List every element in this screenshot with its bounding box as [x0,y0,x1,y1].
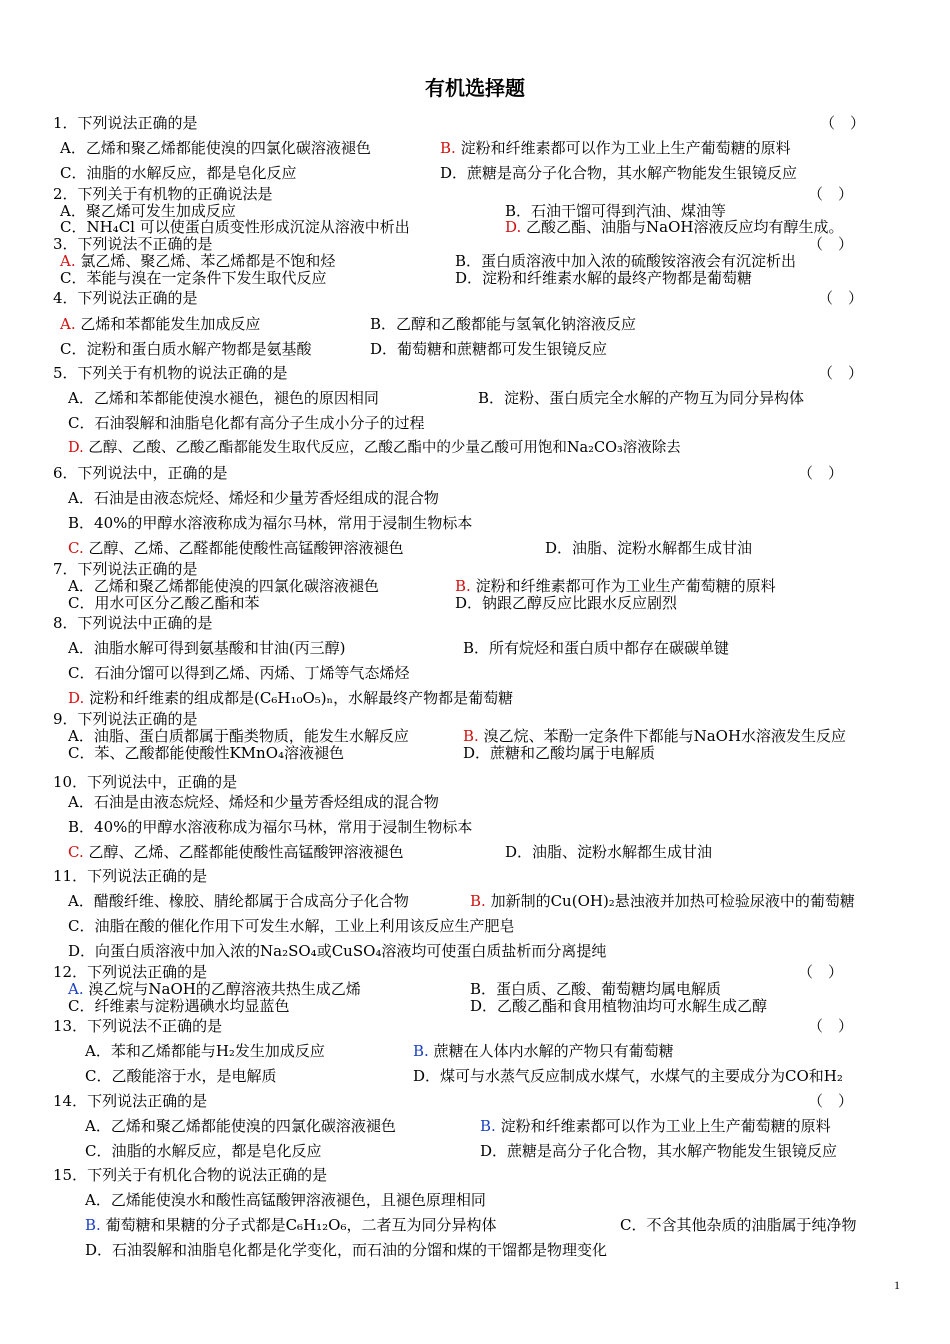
q5-answer-letter: D. [68,440,84,456]
question-13-stem: 13．下列说法不正确的是 [53,1017,223,1035]
q12-option-a: A. 溴乙烷与NaOH的乙醇溶液共热生成乙烯 [68,980,361,998]
question-9-stem: 9．下列说法正确的是 [53,710,198,728]
question-10-stem: 10．下列说法中，正确的是 [53,773,238,791]
q5-option-b: B．淀粉、蛋白质完全水解的产物互为同分异构体 [478,389,805,407]
q3-option-a: A. 氯乙烯、聚乙烯、苯乙烯都是不饱和烃 [60,252,336,270]
q12-answer-letter: A. [68,980,84,998]
q15-answer-letter: B. [85,1216,101,1234]
question-14-stem: 14．下列说法正确的是 [53,1092,208,1110]
q15-option-b: B. 葡萄糖和果糖的分子式都是C₆H₁₂O₆，二者互为同分异构体 [85,1216,497,1234]
answer-bracket: （ ） [808,235,854,253]
q12-option-d: D．乙酸乙酯和食用植物油均可水解生成乙醇 [470,997,768,1015]
page-number: 1 [894,1278,900,1292]
q6-option-c: C. 乙醇、乙烯、乙醛都能使酸性高锰酸钾溶液褪色 [68,539,404,557]
q4-option-a: A. 乙烯和苯都能发生加成反应 [60,315,261,333]
answer-bracket: （ ） [818,364,864,382]
question-5-stem: 5．下列关于有机物的说法正确的是 [53,364,288,382]
q2-option-b: B．石油干馏可得到汽油、煤油等 [505,202,727,220]
q15-option-a: A．乙烯能使溴水和酸性高锰酸钾溶液褪色，且褪色原理相同 [85,1191,486,1209]
q2-option-c: C．NH₄Cl 可以使蛋白质变性形成沉淀从溶液中析出 [60,218,410,236]
question-1-stem: 1．下列说法正确的是 [53,114,198,132]
q9-option-d: D．蔗糖和乙酸均属于电解质 [463,744,656,762]
q1-answer-letter: B. [440,139,456,157]
q10-option-a: A．石油是由液态烷烃、烯烃和少量芳香烃组成的混合物 [68,793,439,811]
q3-option-d: D．淀粉和纤维素水解的最终产物都是葡萄糖 [455,269,753,287]
q6-option-a: A．石油是由液态烷烃、烯烃和少量芳香烃组成的混合物 [68,489,439,507]
answer-bracket: （ ） [820,114,866,132]
q12-option-b: B．蛋白质、乙酸、葡萄糖均属电解质 [470,980,722,998]
question-7-stem: 7．下列说法正确的是 [53,560,198,578]
q8-option-b: B．所有烷烃和蛋白质中都存在碳碳单键 [463,639,730,657]
q15-option-d: D．石油裂解和油脂皂化都是化学变化，而石油的分馏和煤的干馏都是物理变化 [85,1241,608,1259]
page-title: 有机选择题 [425,76,525,100]
question-8-stem: 8．下列说法中正确的是 [53,614,213,632]
q3-answer-letter: A. [60,252,76,270]
question-3-stem: 3．下列说法不正确的是 [53,235,213,253]
q5-option-c: C．石油裂解和油脂皂化都有高分子生成小分子的过程 [68,414,425,432]
q1-option-d: D．蔗糖是高分子化合物，其水解产物能发生银镜反应 [440,164,798,182]
q11-option-b: B. 加新制的Cu(OH)₂悬浊液并加热可检验尿液中的葡萄糖 [470,892,855,910]
q14-option-b: B. 淀粉和纤维素都可以作为工业上生产葡萄糖的原料 [480,1117,831,1135]
q15-option-c: C．不含其他杂质的油脂属于纯净物 [620,1216,857,1234]
q7-option-d: D．钠跟乙醇反应比跟水反应剧烈 [455,594,678,612]
q4-option-d: D．葡萄糖和蔗糖都可发生银镜反应 [370,340,608,358]
answer-bracket: （ ） [808,1092,854,1110]
q14-option-d: D．蔗糖是高分子化合物，其水解产物能发生银镜反应 [480,1142,838,1160]
q7-option-c: C．用水可区分乙酸乙酯和苯 [68,594,260,612]
q3-option-c: C．苯能与溴在一定条件下发生取代反应 [60,269,327,287]
q8-option-c: C．石油分馏可以得到乙烯、丙烯、丁烯等气态烯烃 [68,664,410,682]
q10-option-b: B．40%的甲醇水溶液称成为福尔马林，常用于浸制生物标本 [68,818,473,836]
q8-answer-letter: D. [68,689,85,707]
q5-option-a: A．乙烯和苯都能使溴水褪色，褪色的原因相同 [68,389,379,407]
q10-option-c: C. 乙醇、乙烯、乙醛都能使酸性高锰酸钾溶液褪色 [68,843,404,861]
q12-option-c: C．纤维素与淀粉遇碘水均显蓝色 [68,997,290,1015]
q7-option-b: B. 淀粉和纤维素都可作为工业生产葡萄糖的原料 [455,577,776,595]
q13-option-c: C．乙酸能溶于水，是电解质 [85,1067,277,1085]
q14-option-c: C．油脂的水解反应，都是皂化反应 [85,1142,322,1160]
q4-answer-letter: A. [60,315,76,333]
q4-option-b: B．乙醇和乙酸都能与氢氧化钠溶液反应 [370,315,637,333]
q13-option-d: D．煤可与水蒸气反应制成水煤气，水煤气的主要成分为CO和H₂ [413,1067,843,1085]
q6-answer-letter: C. [68,539,84,557]
q14-option-a: A．乙烯和聚乙烯都能使溴的四氯化碳溶液褪色 [85,1117,396,1135]
q11-option-d: D．向蛋白质溶液中加入浓的Na₂SO₄或CuSO₄溶液均可使蛋白质盐析而分离提纯 [68,942,607,960]
q5-option-d: D. 乙醇、乙酸、乙酸乙酯都能发生取代反应，乙酸乙酯中的少量乙酸可用饱和Na₂CO₃溶液除去 [68,440,681,456]
q10-option-d: D．油脂、淀粉水解都生成甘油 [505,843,713,861]
q3-option-b: B．蛋白质溶液中加入浓的硫酸铵溶液会有沉淀析出 [455,252,797,270]
q1-option-b: B. 淀粉和纤维素都可以作为工业上生产葡萄糖的原料 [440,139,791,157]
answer-bracket: （ ） [818,289,864,307]
q4-option-c: C．淀粉和蛋白质水解产物都是氨基酸 [60,340,312,358]
answer-bracket: （ ） [808,185,854,203]
answer-bracket: （ ） [798,963,844,981]
question-11-stem: 11．下列说法正确的是 [53,867,208,885]
q11-option-a: A．醋酸纤维、橡胶、腈纶都属于合成高分子化合物 [68,892,409,910]
q13-option-b: B. 蔗糖在人体内水解的产物只有葡萄糖 [413,1042,674,1060]
question-12-stem: 12．下列说法正确的是 [53,963,208,981]
q2-option-d: D. 乙酸乙酯、油脂与NaOH溶液反应均有醇生成。 [505,218,844,236]
q14-answer-letter: B. [480,1117,496,1135]
q7-option-a: A．乙烯和聚乙烯都能使溴的四氯化碳溶液褪色 [68,577,379,595]
q11-option-c: C．油脂在酸的催化作用下可发生水解，工业上利用该反应生产肥皂 [68,917,515,935]
q2-answer-letter: D. [505,218,522,236]
q6-option-b: B．40%的甲醇水溶液称成为福尔马林，常用于浸制生物标本 [68,514,473,532]
q9-option-b: B. 溴乙烷、苯酚一定条件下都能与NaOH水溶液发生反应 [463,727,847,745]
q8-option-a: A．油脂水解可得到氨基酸和甘油(丙三醇) [68,639,346,657]
q1-option-c: C．油脂的水解反应，都是皂化反应 [60,164,297,182]
question-2-stem: 2．下列关于有机物的正确说法是 [53,185,273,203]
q7-answer-letter: B. [455,577,471,595]
q2-option-a: A．聚乙烯可发生加成反应 [60,202,236,220]
q1-option-a: A．乙烯和聚乙烯都能使溴的四氯化碳溶液褪色 [60,139,371,157]
q6-option-d: D．油脂、淀粉水解都生成甘油 [545,539,753,557]
q13-option-a: A．苯和乙烯都能与H₂发生加成反应 [85,1042,325,1060]
q11-answer-letter: B. [470,892,486,910]
q10-answer-letter: C. [68,843,84,861]
q9-answer-letter: B. [463,727,479,745]
question-15-stem: 15．下列关于有机化合物的说法正确的是 [53,1166,328,1184]
q8-option-d: D. 淀粉和纤维素的组成都是(C₆H₁₀O₅)ₙ，水解最终产物都是葡萄糖 [68,689,514,707]
q9-option-a: A．油脂、蛋白质都属于酯类物质，能发生水解反应 [68,727,409,745]
question-4-stem: 4．下列说法正确的是 [53,289,198,307]
answer-bracket: （ ） [798,464,844,482]
q9-option-c: C．苯、乙酸都能使酸性KMnO₄溶液褪色 [68,744,345,762]
q13-answer-letter: B. [413,1042,429,1060]
answer-bracket: （ ） [808,1017,854,1035]
question-6-stem: 6．下列说法中，正确的是 [53,464,228,482]
